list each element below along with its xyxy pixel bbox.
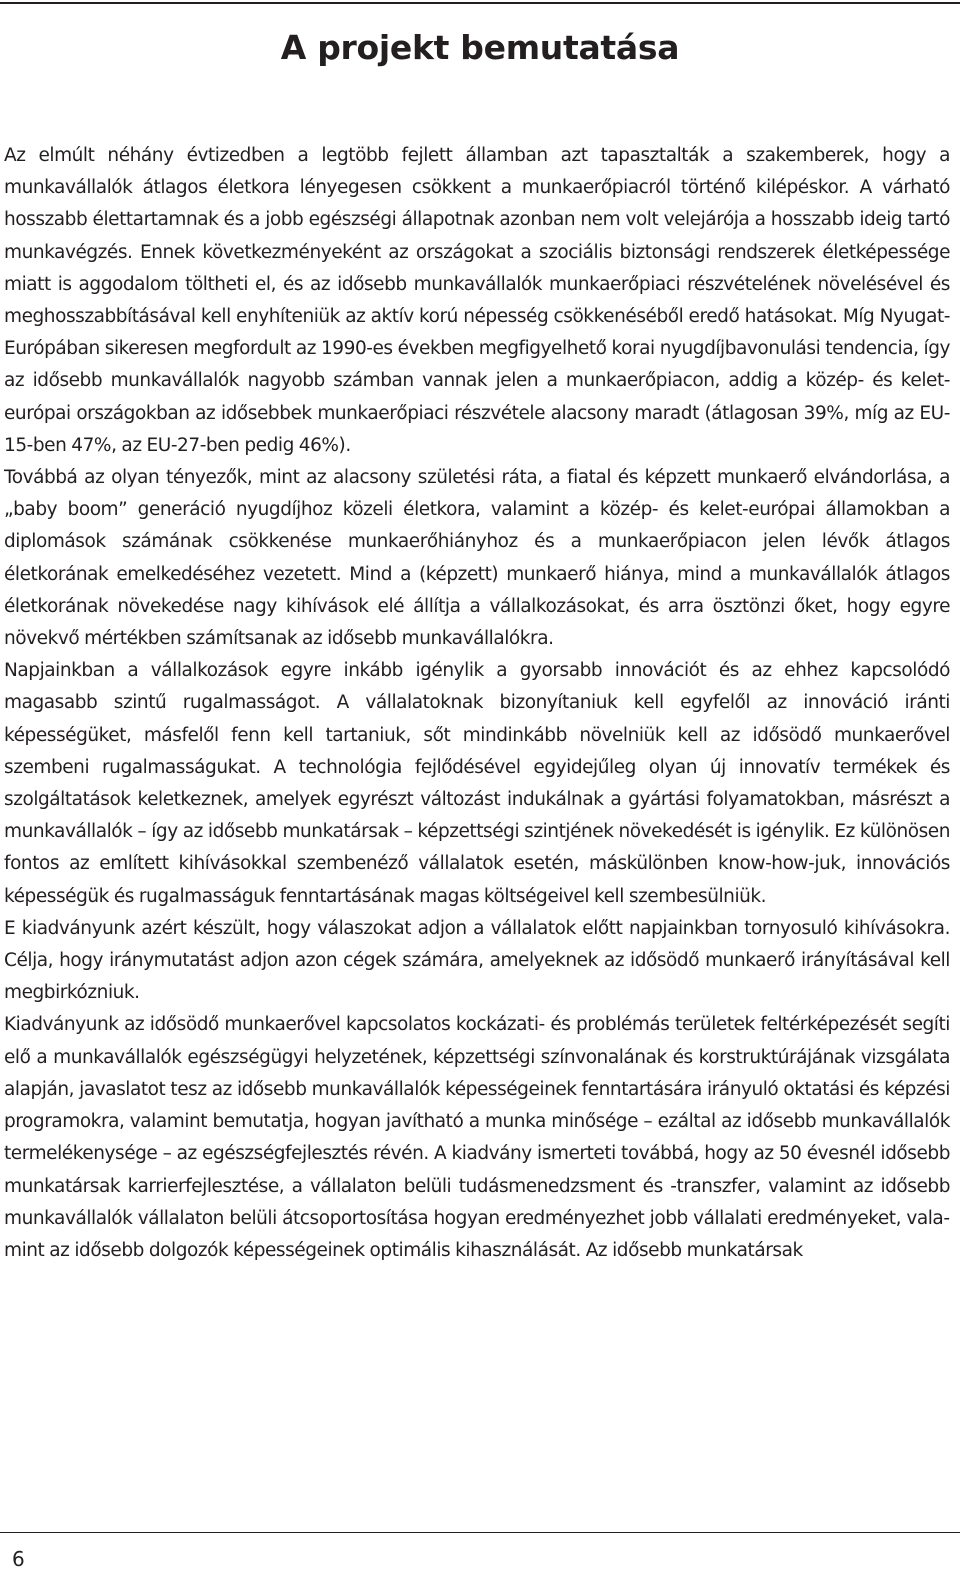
paragraph-5: Kiadványunk az idősödő munkaerővel kapcsolatos kockázati- és problémás területek feltérképezését segíti elő a munkavállalók egészségügyi helyzetének, képzettségi színvonalának és korstruktúrájának vizsgálata alapján, javaslatot tesz az idősebb munkavállalók képességeinek fenntartására irányuló oktatási és képzési programokra, valamint bemutatja, hogyan javítható a munka minősége – ezáltal az idősebb munkavállalók termelékenysége – az egészségfejlesztés révén. A kiadvány ismerteti továbbá, hogy az 50 évesnél idősebb munkatársak karrierfejlesztése, a vállalaton belüli tudásmenedzsment és -transzfer, valamint az idősebb munkavállalók vállalaton belüli átcsoportosítása hogyan eredményezhet jobb vállalati eredményeket, valamint az idősebb dolgozók képességeinek optimális kihasználását. Az idősebb munkatársak (4, 1014, 950, 1261)
paragraph-4: E kiadványunk azért készült, hogy válaszokat adjon a vállalatok előtt napjainkban tornyosuló kihívásokra. Célja, hogy iránymutatást adjon azon cégek számára, amelyeknek az idősödő munkaerő irányításával kell megbirkózniuk. (4, 917, 950, 1004)
body-text (4, 140, 950, 1267)
page-number: 6 (12, 1547, 25, 1571)
page-title: A projekt bemutatása (280, 28, 680, 67)
paragraph-1: Az elmúlt néhány évtizedben a legtöbb fejlett államban azt tapasztalták a szakemberek, hogy a munkavállalók átlagos életkora lényegesen csökkent a munkaerőpiacról történő kilépéskor. A várható hosszabb élettartamnak és a jobb egészségi állapotnak azonban nem volt velejárója a hosszabb ideig tartó munkavégzés. Ennek következményeként az országokat a szociális biztonsági rendszerek életképessége miatt is aggodalom töltheti el, és az idősebb munkavállalók munkaerőpiaci részvételének növelésével és meghosszabbításával kell enyhíteniük az aktív korú népesség csökkenéséből eredő hatásokat. Míg Nyugat-Európában sikeresen megfordult az 1990-es években megfigyelhető korai nyugdíjbavonulási tendencia, így az idősebb munkavállalók nagyobb számban vannak jelen a munkaerőpiacon, addig a közép- és kelet-európai országokban az idősebbek munkaerőpiaci részvétele alacsony maradt (átlagosan 39%, míg az EU-15-ben 47%, az EU-27-ben pedig 46%). (4, 145, 950, 456)
top-rule (0, 2, 960, 4)
paragraph-2: Továbbá az olyan tényezők, mint az alacsony születési ráta, a fiatal és képzett munkaerő elvándorlása, a „baby boom” generáció nyugdíjhoz közeli életkora, valamint a közép- és kelet-európai államokban a diplomások számának csökkenése munkaerőhiányhoz és a munkaerőpiacon jelen lévők átlagos életkorának emelkedéséhez vezetett. Mind a (képzett) munkaerő hiánya, mind a munkavállalók átlagos életkorának növekedése nagy kihívások elé állítja a vállalkozásokat, és arra ösztönzi őket, hogy egyre növekvő mértékben számítsanak az idősebb munkavállalókra. (4, 467, 950, 650)
bottom-rule (0, 1532, 960, 1533)
paragraph-3: Napjainkban a vállalkozások egyre inkább igénylik a gyorsabb innovációt és az ehhez kapcsolódó magasabb szintű rugalmasságot. A vállalatoknak bizonyítaniuk kell egyfelől az innováció iránti képességüket, másfelől fenn kell tartaniuk, sőt mindinkább növelniük kell az idősödő munkaerővel szembeni rugalmasságukat. A technológia fejlődésével egyidejűleg olyan új innovatív termékek és szolgáltatások keletkeznek, amelyek egyrészt változást indukálnak a gyártási folyamatokban, másrészt a munkavállalók – így az idősebb munkatársak – képzettségi szintjének növekedését is igénylik. Ez különösen fontos az említett kihívásokkal szembenéző vállalatok esetén, máskülönben know-how-juk, innovációs képességük és rugalmasságuk fenntartásának magas költségeivel kell szembesülniük. (4, 660, 950, 907)
